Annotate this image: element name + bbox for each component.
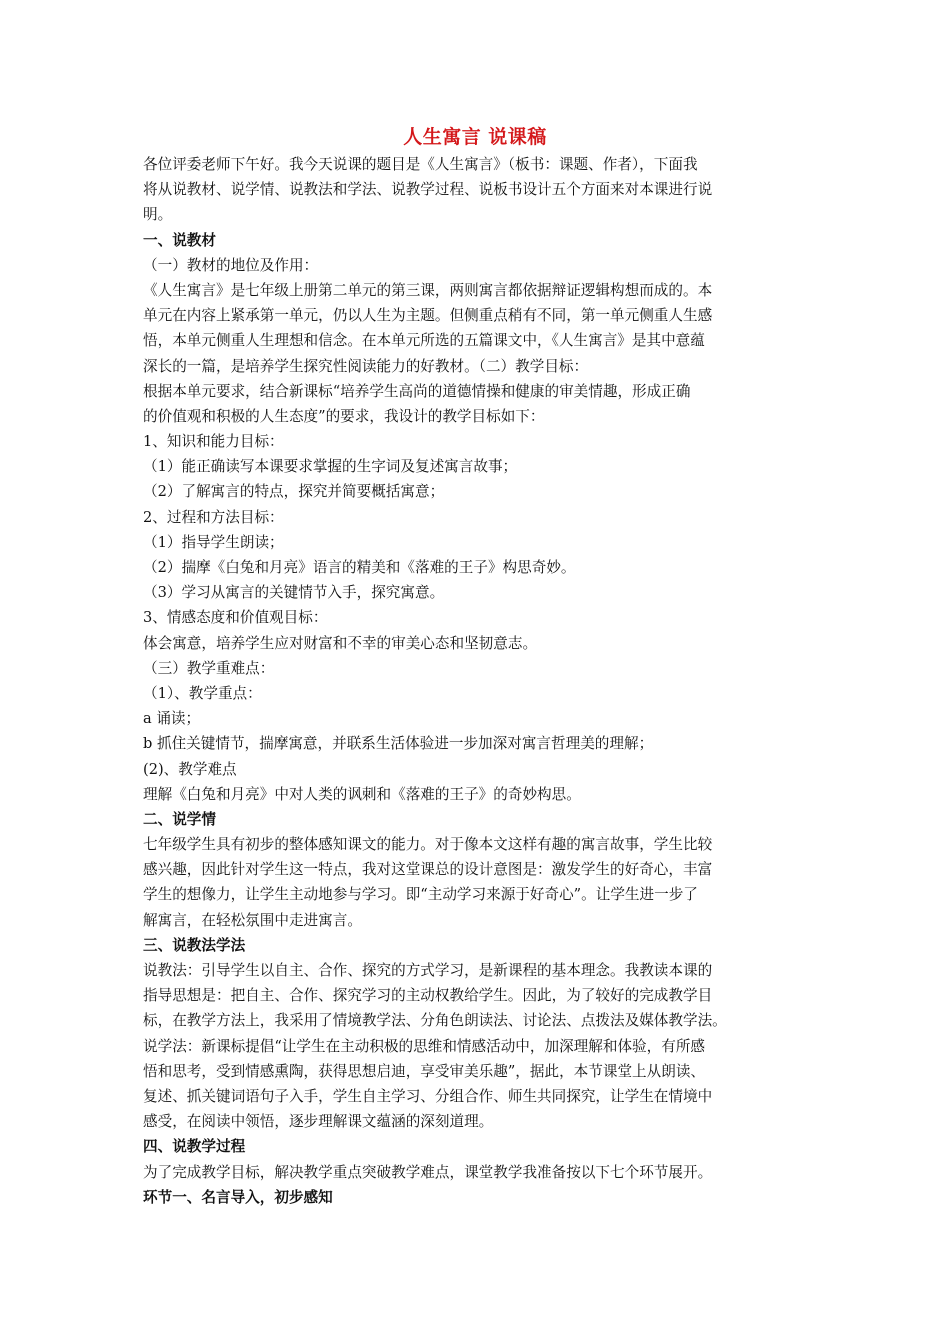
text-line: 复述、抓关键词语句子入手，学生自主学习、分组合作、师生共同探究，让学生在情境中 <box>143 1087 713 1105</box>
text-line: 将从说教材、说学情、说教法和学法、说教学过程、说板书设计五个方面来对本课进行说 <box>143 181 713 199</box>
text-line: （一）教材的地位及作用： <box>143 256 319 274</box>
text-line: 标，在教学方法上，我采用了情境教学法、分角色朗读法、讨论法、点拨法及媒体教学法。 <box>143 1012 727 1030</box>
text-line: 1、知识和能力目标： <box>143 433 284 451</box>
text-line: 各位评委老师下午好。我今天说课的题目是《人生寓言》（板书：课题、作者），下面我 <box>143 156 698 173</box>
text-line: （2）揣摩《白兔和月亮》语言的精美和《落难的王子》构思奇妙。 <box>143 559 576 576</box>
text-line: 单元在内容上紧承第一单元，仍以人生为主题。但侧重点稍有不同，第一单元侧重人生感 <box>143 307 713 325</box>
section-heading: 环节一、名言导入，初步感知 <box>143 1188 333 1206</box>
text-line: 3、情感态度和价值观目标： <box>143 609 328 627</box>
text-line: （3）学习从寓言的关键情节入手，探究寓意。 <box>143 584 445 602</box>
text-line: 说教法：引导学生以自主、合作、探究的方式学习，是新课程的基本理念。我教读本课的 <box>143 962 713 979</box>
section-heading: 三、说教法学法 <box>143 936 246 954</box>
text-line: 理解《白兔和月亮》中对人类的讽刺和《落难的王子》的奇妙构思。 <box>143 785 581 803</box>
section-heading: 一、说教材 <box>143 231 216 249</box>
text-line: 《人生寓言》是七年级上册第二单元的第三课，两则寓言都依据辩证逻辑构想而成的。本 <box>143 281 713 299</box>
text-line: (2)、教学难点 <box>143 760 237 778</box>
text-line: （1）能正确读写本课要求掌握的生字词及复述寓言故事； <box>143 458 518 476</box>
text-line: 明。 <box>143 206 173 224</box>
text-line: 的价值观和积极的人生态度”的要求，我设计的教学目标如下： <box>143 407 545 425</box>
text-line: 说学法：新课标提倡“让学生在主动积极的思维和情感活动中，加深理解和体验，有所感 <box>143 1037 706 1055</box>
text-line: （1）指导学生朗读； <box>143 533 284 551</box>
text-line: （2）了解寓言的特点，探究并简要概括寓意； <box>143 483 445 501</box>
document-body <box>143 152 808 1210</box>
text-line: 2、过程和方法目标： <box>143 508 284 526</box>
text-line: 深长的一篇，是培养学生探究性阅读能力的好教材。（二）教学目标： <box>143 357 589 375</box>
text-line: （1）、教学重点： <box>143 684 262 702</box>
text-line: a 诵读； <box>143 710 201 728</box>
text-line: 为了完成教学目标，解决教学重点突破教学难点，课堂教学我准备按以下七个环节展开。 <box>143 1163 713 1181</box>
text-line: 七年级学生具有初步的整体感知课文的能力。对于像本文这样有趣的寓言故事，学生比较 <box>143 836 713 854</box>
text-line: b 抓住关键情节，揣摩寓意，并联系生活体验进一步加深对寓言哲理美的理解； <box>143 735 654 753</box>
section-heading: 二、说学情 <box>143 810 216 828</box>
text-line: 体会寓意，培养学生应对财富和不幸的审美心态和坚韧意志。 <box>143 634 538 652</box>
text-line: 指导思想是：把自主、合作、探究学习的主动权教给学生。因此，为了较好的完成教学目 <box>143 987 713 1005</box>
text-line: 悟和思考，受到情感熏陶，获得思想启迪，享受审美乐趣”，据此，本节课堂上从朗读、 <box>143 1062 706 1080</box>
text-line: 感兴趣，因此针对学生这一特点，我对这堂课总的设计意图是：激发学生的好奇心，丰富 <box>143 861 713 879</box>
text-line: 学生的想像力，让学生主动地参与学习。即“主动学习来源于好奇心”。让学生进一步了 <box>143 886 698 904</box>
text-line: （三）教学重难点： <box>143 659 275 677</box>
document-title: 人生寓言 说课稿 <box>403 126 547 148</box>
text-line: 根据本单元要求，结合新课标“培养学生高尚的道德情操和健康的审美情趣，形成正确 <box>143 382 691 400</box>
section-heading: 四、说教学过程 <box>143 1138 246 1156</box>
text-line: 解寓言，在轻松氛围中走进寓言。 <box>143 911 362 929</box>
text-line: 悟，本单元侧重人生理想和信念。在本单元所选的五篇课文中，《人生寓言》是其中意蕴 <box>143 332 705 350</box>
text-line: 感受，在阅读中领悟，逐步理解课文蕴涵的深刻道理。 <box>143 1113 494 1131</box>
